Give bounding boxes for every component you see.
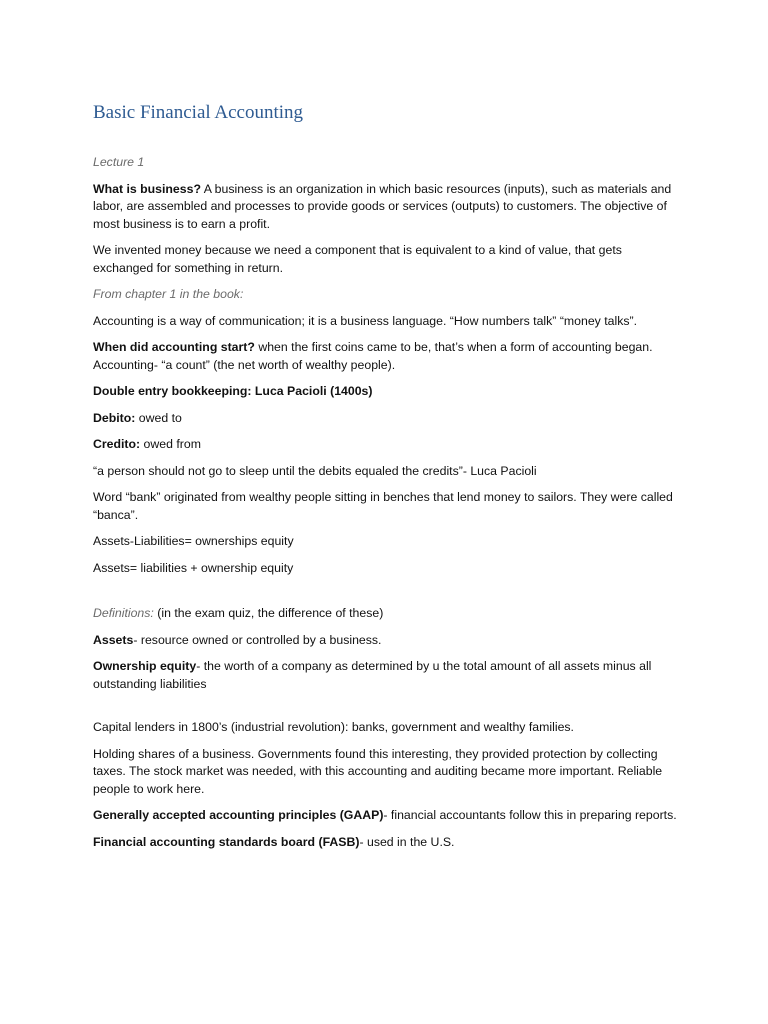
paragraph-bank: Word “bank” originated from wealthy people sitting in benches that lend money to sailors. They were called “banca”. bbox=[93, 490, 673, 522]
fasb-definition: - used in the U.S. bbox=[359, 834, 455, 849]
gaap-label: Generally accepted accounting principles (GAAP) bbox=[93, 808, 384, 822]
paragraph-gaap bbox=[93, 807, 683, 825]
question-what-is-business: What is business? bbox=[93, 181, 201, 196]
paragraph-equation-1: Assets-Liabilities= ownerships equity bbox=[93, 534, 294, 548]
paragraph-ownership-equity bbox=[93, 658, 683, 693]
document-body bbox=[93, 100, 683, 860]
assets-definition: - resource owned or controlled by a business. bbox=[133, 632, 382, 647]
double-entry-heading: Double entry bookkeeping: Luca Pacioli (1400s) bbox=[93, 384, 373, 398]
question-accounting-start: When did accounting start? bbox=[93, 340, 255, 354]
definitions-note: (in the exam quiz, the difference of these) bbox=[153, 606, 384, 620]
paragraph-debito bbox=[93, 410, 683, 428]
chapter-note: From chapter 1 in the book: bbox=[93, 287, 244, 301]
paragraph-credito bbox=[93, 436, 683, 454]
paragraph-assets bbox=[93, 632, 683, 650]
debito-label: Debito: bbox=[93, 410, 136, 425]
answer-accounting-start: when the first coins came to be, that’s when a form of accounting began. Accounting- “a count” (the net worth of wealthy people). bbox=[93, 340, 653, 372]
paragraph-pacioli-quote: “a person should not go to sleep until the debits equaled the credits”- Luca Pacioli bbox=[93, 463, 537, 478]
assets-label: Assets bbox=[93, 632, 134, 647]
credito-label: Credito: bbox=[93, 437, 141, 451]
document-title: Basic Financial Accounting bbox=[93, 102, 304, 123]
paragraph-money: We invented money because we need a component that is equivalent to a kind of value, that gets exchanged for something in return. bbox=[93, 243, 622, 275]
definitions-label: Definitions: bbox=[93, 606, 154, 620]
paragraph-capital-lenders: Capital lenders in 1800’s (industrial revolution): banks, government and wealthy families. bbox=[93, 720, 574, 734]
paragraph-fasb bbox=[93, 834, 683, 852]
paragraph-communication: Accounting is a way of communication; it is a business language. “How numbers talk” “money talks”. bbox=[93, 313, 638, 328]
debito-value: owed to bbox=[135, 410, 182, 425]
paragraph-definitions bbox=[93, 605, 683, 623]
paragraph-equation-2: Assets= liabilities + ownership equity bbox=[93, 560, 294, 575]
paragraph-accounting-start bbox=[93, 339, 683, 374]
ownership-equity-definition: - the worth of a company as determined by u the total amount of all assets minus all outstanding liabilities bbox=[93, 659, 652, 691]
credito-value: owed from bbox=[140, 437, 201, 451]
paragraph-double-entry bbox=[93, 383, 683, 401]
paragraph-what-is-business bbox=[93, 181, 683, 234]
paragraph-shares: Holding shares of a business. Governments found this interesting, they provided protection by collecting taxes. The stock market was needed, with this accounting and auditing became more important. Reliable people to work here. bbox=[93, 746, 663, 796]
gaap-definition: - financial accountants follow this in preparing reports. bbox=[383, 808, 677, 822]
lecture-label: Lecture 1 bbox=[93, 155, 145, 169]
answer-what-is-business: A business is an organization in which basic resources (inputs), such as materials and labor, are assembled and processes to provide goods or services (outputs) to customers. The objective of most business is to earn a profit. bbox=[93, 181, 672, 231]
ownership-equity-label: Ownership equity bbox=[93, 659, 197, 673]
fasb-label: Financial accounting standards board (FASB) bbox=[93, 834, 360, 849]
